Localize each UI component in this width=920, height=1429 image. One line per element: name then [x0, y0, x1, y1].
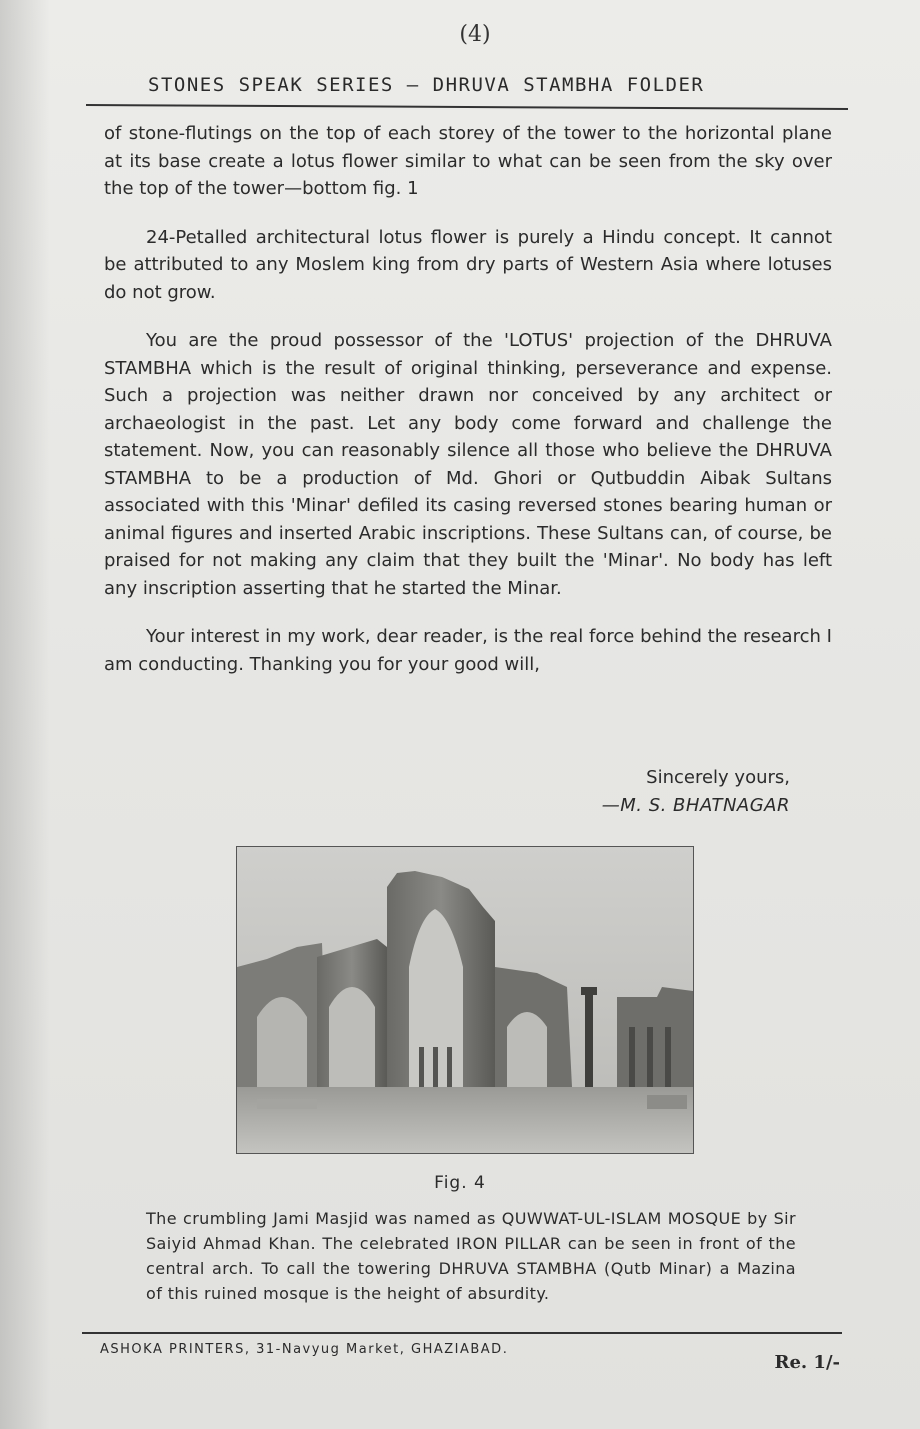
printer-imprint: ASHOKA PRINTERS, 31-Navyug Market, GHAZIABAD. [100, 1342, 509, 1357]
body-text [104, 120, 832, 699]
series-title: STONES SPEAK SERIES — DHRUVA STAMBHA FOLDER [148, 74, 705, 96]
paragraph-lotus-concept: 24-Petalled architectural lotus flower is purely a Hindu concept. It cannot be attributed to any Moslem king from dry parts of Western Asia where lotuses do not grow. [104, 226, 832, 303]
mosque-ruins-photo [236, 846, 694, 1154]
paragraph-thanks: Your interest in my work, dear reader, is the real force behind the research I am conducting. Thanking you for your good will, [104, 626, 832, 675]
closing-block [520, 764, 790, 820]
author-signature: —M. S. BHATNAGAR [601, 795, 790, 816]
header-divider [86, 104, 848, 110]
paragraph-lotus-projection: You are the proud possessor of the 'LOTUS' projection of the DHRUVA STAMBHA which is the result of original thinking, perseverance and expense. Such a projection was neither drawn nor conceived by any architect or archaeologist in the past. Let any body come forward and challenge the statement. Now, you can reasonably silence all those who believe the DHRUVA STAMBHA to be a production of Md. Ghori or Qutbuddin Aibak Sultans associated with this 'Minar' defiled its casing reversed stones bearing human or animal figures and inserted Arabic inscriptions. These Sultans can, of course, be praised for not making any claim that they built the 'Minar'. No body has left any inscription asserting that he started the Minar. [104, 330, 832, 599]
page-number: (4) [459, 22, 491, 47]
price-label: Re. 1/- [774, 1352, 840, 1373]
closing-salutation: Sincerely yours, [646, 767, 790, 788]
footer-divider [82, 1332, 842, 1334]
figure-caption: The crumbling Jami Masjid was named as QUWWAT-UL-ISLAM MOSQUE by Sir Saiyid Ahmad Khan. The celebrated IRON PILLAR can be seen in front of the central arch. To call the towering DHRUVA STAMBHA (Qutb Minar) a Mazina of this ruined mosque is the height of absurdity. [146, 1209, 796, 1303]
paragraph-continuation: of stone-flutings on the top of each storey of the tower to the horizontal plane at its base create a lotus flower similar to what can be seen from the sky over the top of the tower—bottom fig. 1 [104, 123, 832, 199]
figure-label: Fig. 4 [434, 1173, 486, 1193]
page-edge-shadow [0, 0, 50, 1429]
